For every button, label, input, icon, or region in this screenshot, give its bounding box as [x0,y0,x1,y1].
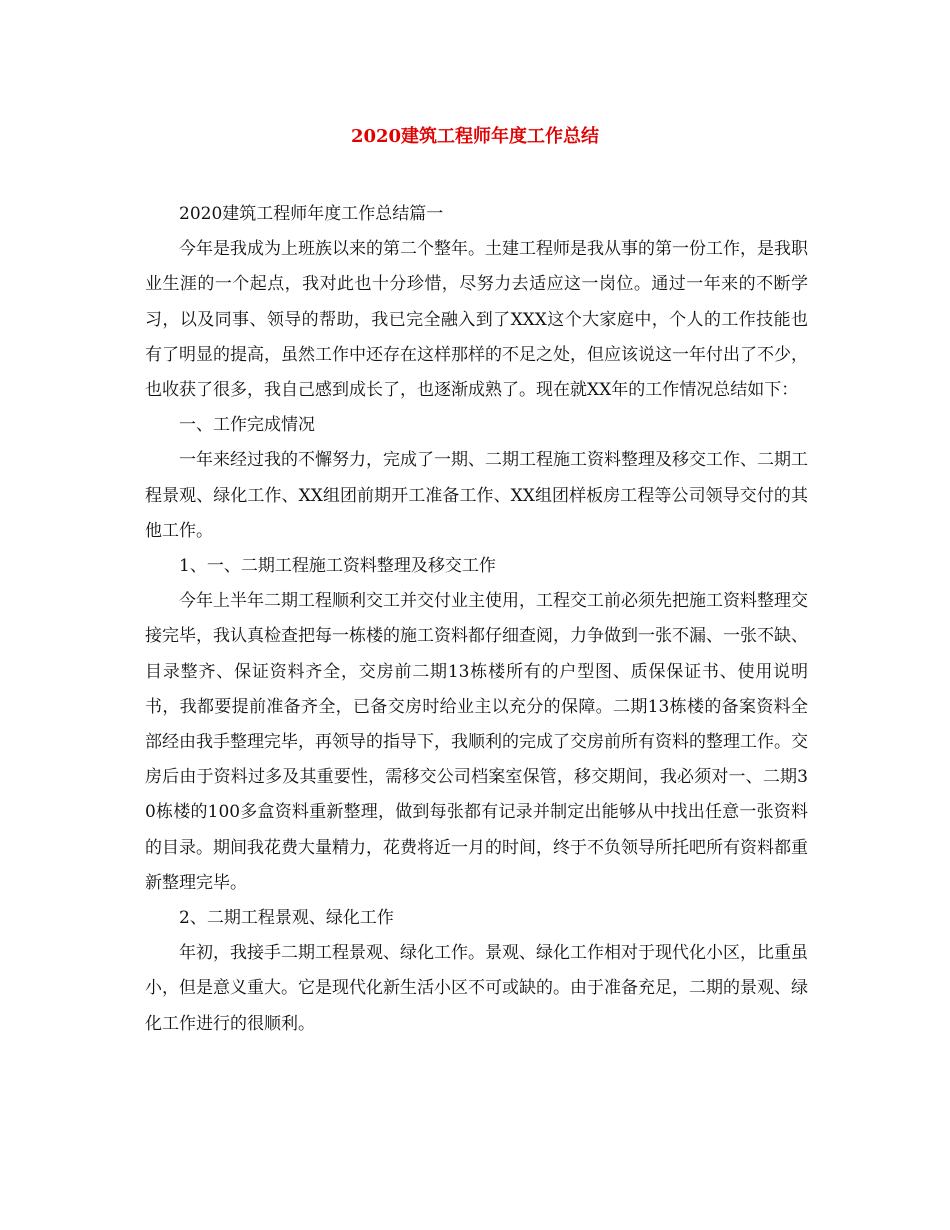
section-heading: 2020建筑工程师年度工作总结篇一 [179,204,444,224]
paragraph-landscape: 年初，我接手二期工程景观、绿化工作。景观、绿化工作相对于现代化小区，比重虽小，但是意义重大。它是现代化新生活小区不可或缺的。由于准备充足，二期的景观、绿化工作进行的很顺利。 [145,943,808,1034]
document-title: 2020建筑工程师年度工作总结 [350,126,600,147]
subsection-heading: 1、一、二期工程施工资料整理及移交工作 [179,556,496,577]
paragraph-summary: 一年来经过我的不懈努力，完成了一期、二期工程施工资料整理及移交工作、二期工程景观、绿化工作、XX组团前期开工准备工作、XX组团样板房工程等公司领导交付的其他工作。 [145,450,808,541]
paragraph-intro: 今年是我成为上班族以来的第二个整年。土建工程师是我从事的第一份工作，是我职业生涯的一个起点，我对此也十分珍惜，尽努力去适应这一岗位。通过一年来的不断学习，以及同事、领导的帮助，我已完全融入到了XXX这个大家庭中，个人的工作技能也有了明显的提高，虽然工作中还存在这样那样的不足之处，但应该说这一年付出了不少，也收获了很多，我自己感到成长了，也逐渐成熟了。现在就XX年的工作情况总结如下： [145,239,808,401]
document-body [145,197,808,1042]
paragraph-materials: 今年上半年二期工程顺利交工并交付业主使用，工程交工前必须先把施工资料整理交接完毕，我认真检查把每一栋楼的施工资料都仔细查阅，力争做到一张不漏、一张不缺、目录整齐、保证资料齐全，交房前二期13栋楼所有的户型图、质保保证书、使用说明书，我都要提前准备齐全，已备交房时给业主以充分的保障。二期13栋楼的备案资料全部经由我手整理完毕，再领导的指导下，我顺利的完成了交房前所有资料的整理工作。交房后由于资料过多及其重要性，需移交公司档案室保管，移交期间，我必须对一、二期30栋楼的100多盒资料重新整理，做到每张都有记录并制定出能够从中找出任意一张资料的目录。期间我花费大量精力，花费将近一月的时间，终于不负领导所托吧所有资料都重新整理完毕。 [145,591,808,893]
subsection-heading: 2、二期工程景观、绿化工作 [179,908,394,929]
section-heading: 一、工作完成情况 [179,415,315,436]
